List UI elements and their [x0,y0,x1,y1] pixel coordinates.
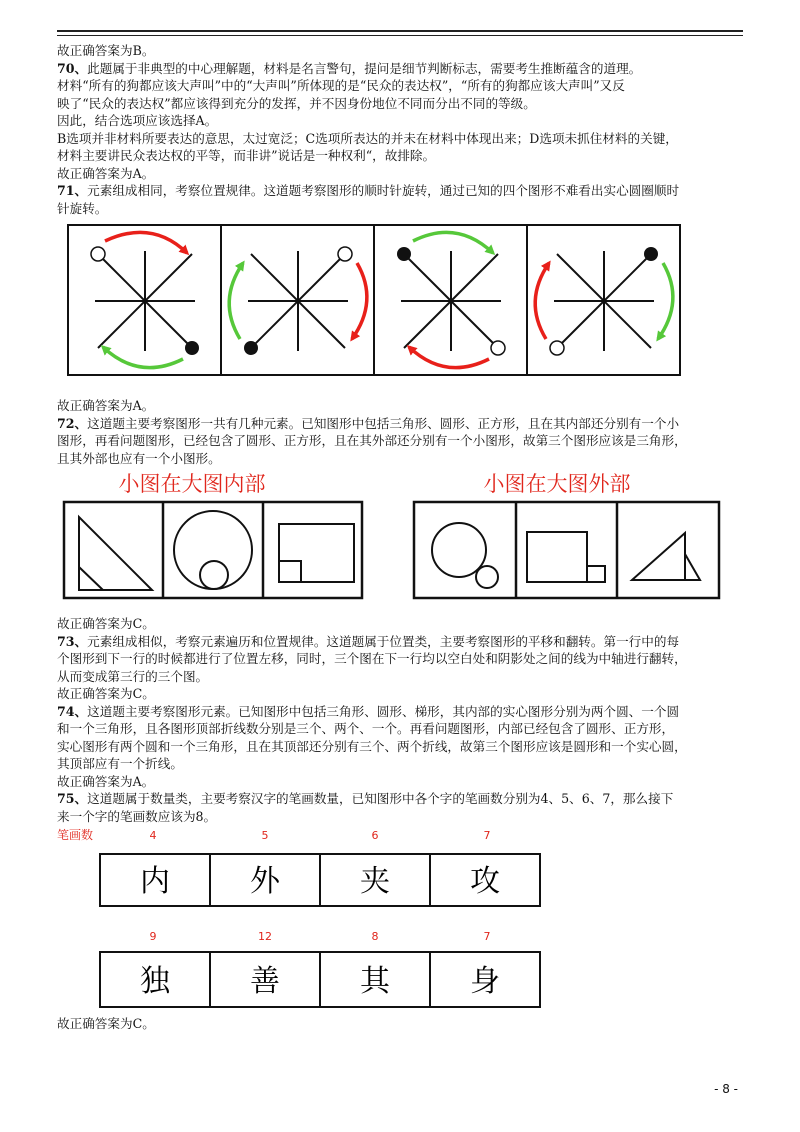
answer-line-69: 故正确答案为B。 [57,43,155,58]
character: 善 [250,964,280,999]
header-rule-thick [57,30,743,32]
stroke-count: 5 [261,829,269,842]
q73-line-2: 个图形到下一行的时候都进行了位置左移，同时，三个图在下一行均以空白处和阴影处之间的线为中轴进行翻转， [57,651,687,666]
stroke-count: 9 [149,930,157,943]
q70-answer: 故正确答案为A。 [57,165,155,181]
hollow-circle [550,341,564,355]
q74-line-3: 实心图形有两个圆和一个三角形，且在其顶部还分别有三个、两个折线，故第三个图形应该是圆形和一个实心圆， [57,738,687,754]
figure-frame [64,502,362,598]
stroke-count: 8 [371,930,379,943]
character: 身 [470,964,500,999]
q74-line-4: 其顶部应有一个折线。 [57,756,183,771]
q75-strokes-figure [57,825,747,1011]
question-number: 75、 [57,791,88,806]
hollow-circle [491,341,505,355]
q73-line-3: 从而变成第三行的三个图。 [57,668,209,684]
stroke-count: 7 [483,829,491,842]
q74-line-1 [57,703,747,721]
character: 攻 [470,864,500,899]
q70-text-1: 此题属于非典型的中心理解题，材料是名言警句，提问是细节判断标志，需要考生推断蕴含的道理。 [87,60,642,76]
q72-line-1 [57,415,747,433]
question-number: 73、 [57,633,88,649]
left-caption: 小图在大图内部 [118,472,266,496]
page-number: - 8 - [714,1082,738,1096]
q75-answer: 故正确答案为C。 [57,1016,155,1031]
q73-answer: 故正确答案为C。 [57,686,155,701]
q72-line-3: 且其外部也应有一个小图形。 [57,450,221,466]
q70-line-5: B选项并非材料所要表达的意思，太过宽泛；C选项所表达的并未在材料中体现出来；D选项未抓住材料的关键， [57,130,678,146]
q74-text-1: 这道题主要考察图形元素。已知图形中包括三角形、圆形、梯形，其内部的实心图形分别为两个圆、一个圆 [87,703,680,719]
q70-line-6: 材料主要讲民众表达权的平等，而非讲”说话是一种权利“，故排除。 [57,148,436,163]
page-content [57,42,747,1033]
solid-circle [185,341,199,355]
question-number: 74、 [57,703,88,719]
stroke-count-label: 笔画数 [57,828,94,842]
question-number: 72、 [57,415,88,431]
q72-line-2: 图形，再看问题图形，已经包含了圆形、正方形，且在其外部还分别有一个小图形，故第三个图形应该是三角形， [57,433,687,448]
stroke-count: 7 [483,930,491,943]
q71-text-1: 元素组成相同，考察位置规律。这道题考察图形的顺时针旋转，通过已知的四个图形不难看出实心圆圈顺时 [87,183,680,198]
q73-line-1 [57,633,747,651]
character: 夹 [360,864,390,899]
q72-shapes-figure [57,467,747,607]
q75-text-1: 这道题属于数量类，主要考察汉字的笔画数量，已知图形中各个字的笔画数分别为4、5、6、7，那么接下 [87,791,674,806]
right-caption: 小图在大图外部 [483,472,631,496]
q75-line-2: 来一个字的笔画数应该为8。 [57,808,217,824]
stroke-count: 12 [258,930,272,943]
q70-line-4: 因此，结合选项应该选择A。 [57,113,218,128]
q71-line-1 [57,182,747,200]
hollow-circle [91,247,105,261]
solid-circle [644,247,658,261]
header-rule-thin [57,35,743,36]
q71-answer: 故正确答案为A。 [57,398,155,413]
character: 外 [250,864,280,899]
q74-line-2: 和一个三角形，且各图形顶部折线数分别是三个、两个、一个。再看问题图形，内部已经包含了圆形、正方形， [57,721,675,736]
q75-line-1 [57,790,747,808]
q73-text-1: 元素组成相似，考察元素遍历和位置规律。这道题属于位置类，主要考察图形的平移和翻转。第一行中的每 [87,633,680,649]
stroke-count: 4 [149,829,157,842]
q72-text-1: 这道题主要考察图形一共有几种元素。已知图形中包括三角形、圆形、正方形，且在其内部还分别有一个小 [87,415,680,431]
q72-answer: 故正确答案为C。 [57,616,155,631]
hollow-circle [338,247,352,261]
question-number: 70、 [57,60,88,76]
q70-line-3: 映了“民众的表达权”都应该得到充分的发挥，并不因身份地位不同而分出不同的等级。 [57,95,536,111]
solid-circle [397,247,411,261]
figure-frame [414,502,719,598]
character: 其 [360,964,390,999]
q71-line-2: 针旋转。 [57,200,108,216]
character: 独 [140,964,170,999]
q71-rotation-figure [57,223,747,391]
stroke-count: 6 [371,829,379,842]
question-number: 71、 [57,183,88,198]
q70-line-2: 材料“所有的狗都应该大声叫”中的“大声叫”所体现的是“民众的表达权”，“所有的狗都应该大声叫”又反 [57,78,625,93]
character: 内 [140,864,170,899]
q74-answer: 故正确答案为A。 [57,773,155,789]
solid-circle [244,341,258,355]
q70-line-1 [57,60,747,78]
